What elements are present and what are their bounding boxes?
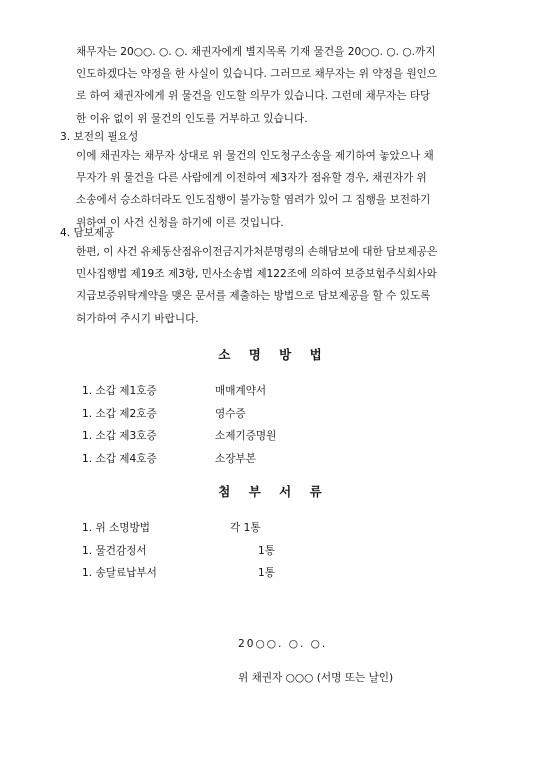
attachment-count: 1통	[258, 544, 275, 557]
evidence-value: 소제기증명원	[215, 430, 277, 442]
attachment-label: 1. 송달료납부서	[82, 567, 157, 579]
attachments-heading-char: 서	[279, 484, 292, 499]
section-3-line: 무자가 위 물건을 다른 사람에게 이전하여 제3자가 점유할 경우, 채권자가 위	[76, 172, 427, 185]
document-date: 20○○. ○. ○.	[238, 638, 328, 650]
attachment-label: 1. 위 소명방법	[82, 522, 151, 534]
section-4-line: 허가하여 주시기 바랍니다.	[76, 312, 199, 325]
section-4-line: 지급보증위탁계약을 맺은 문서를 제출하는 방법으로 담보제공을 할 수 있도록	[76, 290, 431, 303]
section-4-paragraph	[76, 241, 476, 330]
evidence-label: 1. 소갑 제2호증	[82, 407, 157, 420]
evidence-heading-char: 명	[248, 347, 261, 362]
creditor-signature-line: 위 채권자 ○○○ (서명 또는 날인)	[238, 672, 394, 684]
evidence-heading-char: 방	[279, 347, 292, 362]
intro-line: 채무자는 20○○. ○. ○. 채권자에게 별지목록 기재 물건을 20○○. ○. ○.까지	[76, 46, 436, 58]
section-4-line: 민사집행법 제19조 제3항, 민사소송법 제122조에 의하여 보증보험주식회사와	[76, 268, 437, 281]
evidence-label: 1. 소갑 제4호증	[82, 452, 157, 465]
section-3-paragraph	[76, 145, 476, 234]
evidence-label: 1. 소갑 제1호증	[82, 385, 157, 397]
section-3-line: 이에 채권자는 채무자 상대로 위 물건의 인도청구소송을 제기하여 놓았으나 채	[76, 150, 434, 162]
evidence-heading	[0, 345, 540, 363]
evidence-value: 소장부본	[215, 452, 256, 465]
evidence-label: 1. 소갑 제3호증	[82, 430, 157, 442]
attachments-heading-char: 부	[248, 484, 261, 499]
evidence-heading-char: 소	[218, 347, 231, 362]
section-4-title: 4. 담보제공	[60, 227, 115, 239]
section-4-line: 한편, 이 사건 유체동산점유이전금지가처분명령의 손해담보에 대한 담보제공은	[76, 246, 438, 258]
intro-line: 로 하여 채권자에게 위 물건을 인도할 의무가 있습니다. 그런데 채무자는 타당	[76, 90, 431, 103]
attachment-label: 1. 물건감정서	[82, 544, 147, 557]
evidence-value: 매매계약서	[215, 385, 267, 397]
attachment-count: 각 1통	[230, 522, 261, 534]
section-3-title: 3. 보전의 필요성	[60, 131, 139, 143]
intro-line: 인도하겠다는 약정을 한 사실이 있습니다. 그러므로 채무자는 위 약정을 원인으	[76, 68, 438, 81]
evidence-heading-char: 법	[309, 347, 322, 362]
evidence-value: 영수증	[215, 407, 246, 420]
attachments-heading	[0, 482, 540, 500]
section-3-line: 소송에서 승소하더라도 인도집행이 불가능할 염려가 있어 그 집행을 보전하기	[76, 194, 431, 207]
intro-paragraph	[76, 41, 476, 130]
attachments-heading-char: 류	[309, 484, 322, 499]
section-3-line: 위하여 이 사건 신청을 하기에 이른 것입니다.	[76, 216, 284, 229]
attachment-count: 1통	[258, 567, 275, 579]
attachments-heading-char: 첨	[218, 484, 231, 499]
intro-line: 한 이유 없이 위 물건의 인도를 거부하고 있습니다.	[76, 112, 308, 125]
